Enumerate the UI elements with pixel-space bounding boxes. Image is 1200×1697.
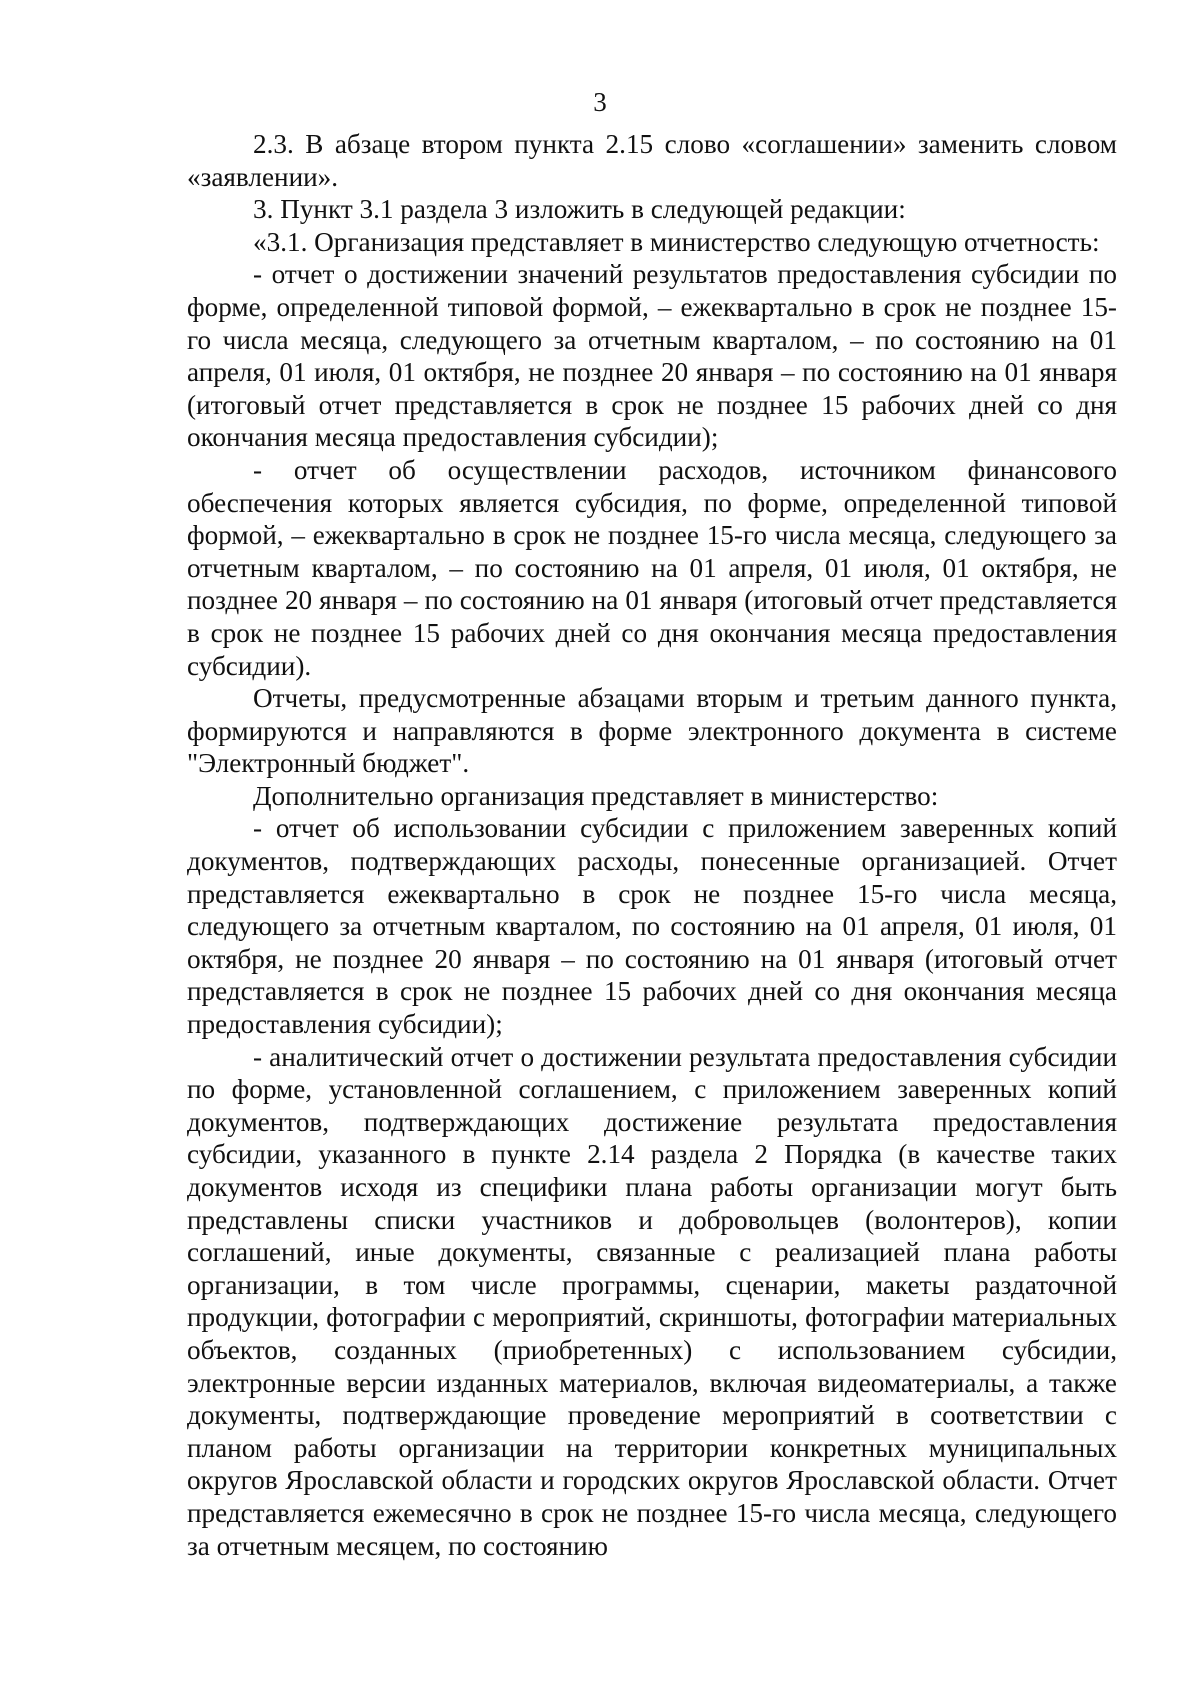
paragraph-2-3: 2.3. В абзаце втором пункта 2.15 слово «соглашении» заменить словом «заявлении». (187, 129, 1117, 192)
paragraph-analytical-report: - аналитический отчет о достижении результата предоставления субсидии по форме, установленной соглашением, с приложением заверенных копий документов, подтверждающих достижение результата предоставления субсидии, указанного в пункте 2.14 раздела 2 Порядка (в качестве таких документов исходя из специфики плана работы организации могут быть представлены списки участников и добровольцев (волонтеров), копии соглашений, иные документы, связанные с реализацией плана работы организации, в том числе программы, сценарии, макеты раздаточной продукции, фотографии с мероприятий, скриншоты, фотографии материальных объектов, созданных (приобретенных) с использованием субсидии, электронные версии изданных материалов, включая видеоматериалы, а также документы, подтверждающие проведение мероприятий в соответствии с планом работы организации на территории конкретных муниципальных округов Ярославской области и городских округов Ярославской области. Отчет представляется ежемесячно в срок не позднее 15-го числа месяца, следующего за отчетным месяцем, по состоянию (187, 1041, 1117, 1561)
paragraph-additional-intro: Дополнительно организация представляет в министерство: (253, 780, 939, 811)
paragraph-expenses-report: - отчет об осуществлении расходов, источником финансового обеспечения которых является субсидия, по форме, определенной типовой формой, – ежеквартально в срок не позднее 15-го числа месяца, следующего за отчетным кварталом, – по состоянию на 01 апреля, 01 июля, 01 октября, не позднее 20 января – по состоянию на 01 января (итоговый отчет представляется в срок не позднее 15 рабочих дней со дня окончания месяца предоставления субсидии). (187, 454, 1117, 681)
paragraph-usage-report: - отчет об использовании субсидии с приложением заверенных копий документов, подтверждающих расходы, понесенные организацией. Отчет представляется ежеквартально в срок не позднее 15-го числа месяца, следующего за отчетным кварталом, по состоянию на 01 апреля, 01 июля, 01 октября, не позднее 20 января – по состоянию на 01 января (итоговый отчет представляется в срок не позднее 15 рабочих дней со дня окончания месяца предоставления субсидии); (187, 813, 1117, 1040)
paragraph-3-1-intro: «3.1. Организация представляет в министерство следующую отчетность: (253, 226, 1100, 257)
document-body (187, 128, 1117, 1562)
page-number: 3 (593, 87, 607, 117)
paragraph-results-report: - отчет о достижении значений результатов предоставления субсидии по форме, определенной типовой формой, – ежеквартально в срок не позднее 15-го числа месяца, следующего за отчетным кварталом, – по состоянию на 01 апреля, 01 июля, 01 октября, не позднее 20 января – по состоянию на 01 января (итоговый отчет представляется в срок не позднее 15 рабочих дней со дня окончания месяца предоставления субсидии); (187, 259, 1117, 453)
paragraph-electronic-budget: Отчеты, предусмотренные абзацами вторым и третьим данного пункта, формируются и направляются в форме электронного документа в системе "Электронный бюджет". (187, 683, 1117, 779)
paragraph-3: 3. Пункт 3.1 раздела 3 изложить в следующей редакции: (253, 194, 906, 225)
